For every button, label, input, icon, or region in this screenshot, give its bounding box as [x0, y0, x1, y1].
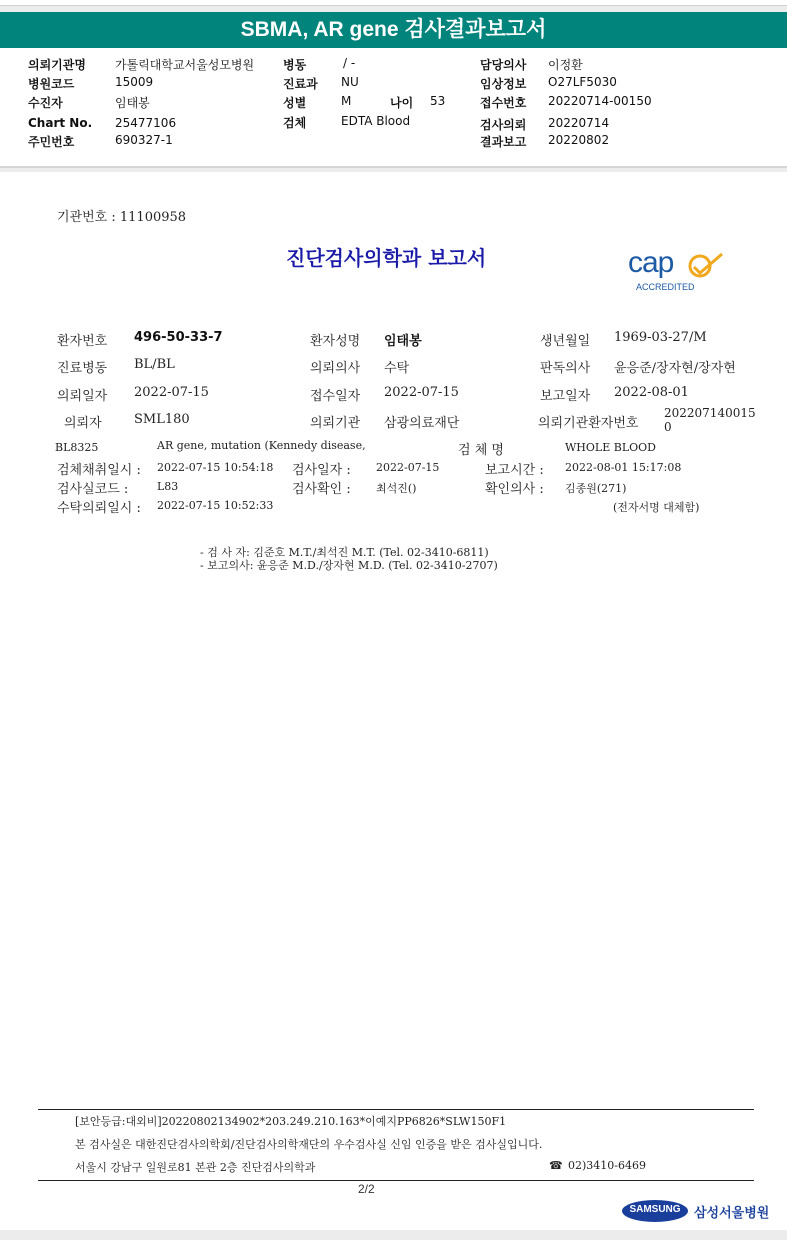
header-label: 진료과 [283, 77, 318, 91]
info-label: 환자번호 [57, 334, 108, 349]
top-border [0, 0, 787, 6]
referral-patient-number: 202207140015 [664, 406, 756, 420]
patient-name: 임태봉 [384, 334, 422, 349]
header-value: 20220714 [548, 116, 610, 130]
detail-value: 2022-07-15 [376, 461, 440, 474]
bottom-margin [0, 1230, 787, 1240]
info-value: 2022-08-01 [614, 385, 689, 400]
info-label: 의뢰자 [64, 416, 102, 431]
header-value: 임태봉 [115, 96, 150, 110]
info-value: 2022-07-15 [134, 385, 209, 400]
detail-label: 검사일자 : [292, 463, 351, 478]
address-line: 서울시 강남구 일원로81 본관 2층 진단검사의학과 [75, 1161, 316, 1174]
info-value: 수탁 [384, 361, 410, 376]
test-name: AR gene, mutation (Kennedy disease, [157, 439, 366, 452]
detail-label: 보고시간 : [485, 463, 544, 478]
header-label: 임상정보 [480, 77, 527, 91]
header-value: M [341, 94, 352, 108]
referral-patient-number-suffix: 0 [664, 420, 672, 434]
report-header-title: SBMA, AR gene 검사결과보고서 [0, 12, 787, 48]
report-title: 진단검사의학과 보고서 [286, 246, 487, 270]
info-label: 진료병동 [57, 361, 108, 376]
reporter-line: - 보고의사: 윤응준 M.D./장자현 M.D. (Tel. 02-3410-2707) [200, 559, 498, 572]
header-value: 이정환 [548, 58, 583, 72]
header-value: 25477106 [115, 116, 177, 130]
cap-logo-subtext: ACCREDITED [636, 282, 695, 292]
tester-line: - 검 사 자: 김준호 M.T./최석진 M.T. (Tel. 02-3410-6811) [200, 546, 489, 559]
header-value: 가톨릭대학교서울성모병원 [115, 58, 255, 72]
detail-value: 김종원(271) [565, 482, 627, 495]
cap-accredited-logo [628, 246, 728, 296]
info-label: 의뢰기관 [310, 416, 361, 431]
phone-icon: ☎ [549, 1159, 563, 1172]
info-value: 1969-03-27/M [614, 330, 707, 345]
info-value: 2022-07-15 [384, 385, 459, 400]
header-info-panel [0, 48, 787, 168]
header-label: 병동 [283, 58, 307, 72]
detail-label: 검체채취일시 : [57, 463, 141, 478]
header-label: 담당의사 [480, 58, 527, 72]
info-label: 의뢰일자 [57, 389, 108, 404]
specimen-label: 검 체 명 [458, 443, 504, 458]
info-label: 의뢰의사 [310, 361, 361, 376]
footer-rule-top [38, 1109, 754, 1110]
phone-number: 02)3410-6469 [568, 1159, 646, 1172]
header-value: EDTA Blood [341, 114, 411, 128]
report-page [0, 172, 787, 1230]
header-value: 20220802 [548, 133, 610, 147]
page-number: 2/2 [358, 1182, 375, 1196]
header-label: 의뢰기관명 [28, 58, 86, 72]
specimen-value: WHOLE BLOOD [565, 441, 656, 454]
detail-value: 최석진() [376, 482, 417, 495]
detail-value: L83 [157, 480, 179, 493]
detail-label: 검사실코드 : [57, 482, 129, 497]
info-value: 윤응준/장자현/장자현 [614, 361, 736, 376]
header-label: 접수번호 [480, 96, 527, 110]
samsung-logo-text: SAMSUNG [629, 1204, 681, 1215]
info-label: 접수일자 [310, 389, 361, 404]
header-label: 주민번호 [28, 135, 75, 149]
header-value: 53 [430, 94, 446, 108]
detail-label: 수탁의뢰일시 : [57, 501, 141, 516]
header-label: 병원코드 [28, 77, 75, 91]
header-value: O27LF5030 [548, 75, 617, 89]
test-code: BL8325 [55, 441, 99, 454]
detail-value: 2022-08-01 15:17:08 [565, 461, 682, 474]
header-label: Chart No. [28, 116, 93, 130]
detail-label: 확인의사 : [485, 482, 544, 497]
patient-number: 496-50-33-7 [134, 330, 223, 345]
header-value: / - [343, 56, 356, 70]
certification-line: 본 검사실은 대한진단검사의학회/진단검사의학재단의 우수검사실 신임 인증을 받은 검사실입니다. [75, 1138, 543, 1151]
info-label: 환자성명 [310, 334, 361, 349]
hospital-name: 삼성서울병원 [694, 1206, 770, 1221]
info-value: SML180 [134, 412, 190, 427]
header-label: 검사의뢰 [480, 118, 527, 132]
header-value: 690327-1 [115, 133, 173, 147]
detail-value: 2022-07-15 10:52:33 [157, 499, 274, 512]
header-value: 15009 [115, 75, 154, 89]
info-label: 판독의사 [540, 361, 591, 376]
samsung-logo [622, 1200, 688, 1222]
cap-check-icon [686, 252, 726, 280]
security-line: [보안등급:대외비]20220802134902*203.249.210.163*이예지PP6826*SLW150F1 [75, 1115, 507, 1128]
header-label: 나이 [390, 96, 414, 110]
info-label: 생년월일 [540, 334, 591, 349]
detail-value: 2022-07-15 10:54:18 [157, 461, 274, 474]
institution-number: 기관번호 : 11100958 [57, 210, 187, 225]
header-label: 성별 [283, 96, 307, 110]
cap-logo-text: cap [628, 246, 674, 279]
footer-rule-bottom [38, 1180, 754, 1181]
header-value: NU [341, 75, 359, 89]
info-label: 의뢰기관환자번호 [538, 416, 639, 431]
detail-label: 검사확인 : [292, 482, 351, 497]
info-value: BL/BL [134, 357, 175, 372]
header-value: 20220714-00150 [548, 94, 652, 108]
info-label: 보고일자 [540, 389, 591, 404]
header-label: 결과보고 [480, 135, 527, 149]
header-label: 검체 [283, 116, 307, 130]
header-label: 수진자 [28, 96, 63, 110]
info-value: 삼광의료재단 [384, 416, 460, 431]
electronic-signature-note: (전자서명 대체함) [613, 501, 700, 514]
